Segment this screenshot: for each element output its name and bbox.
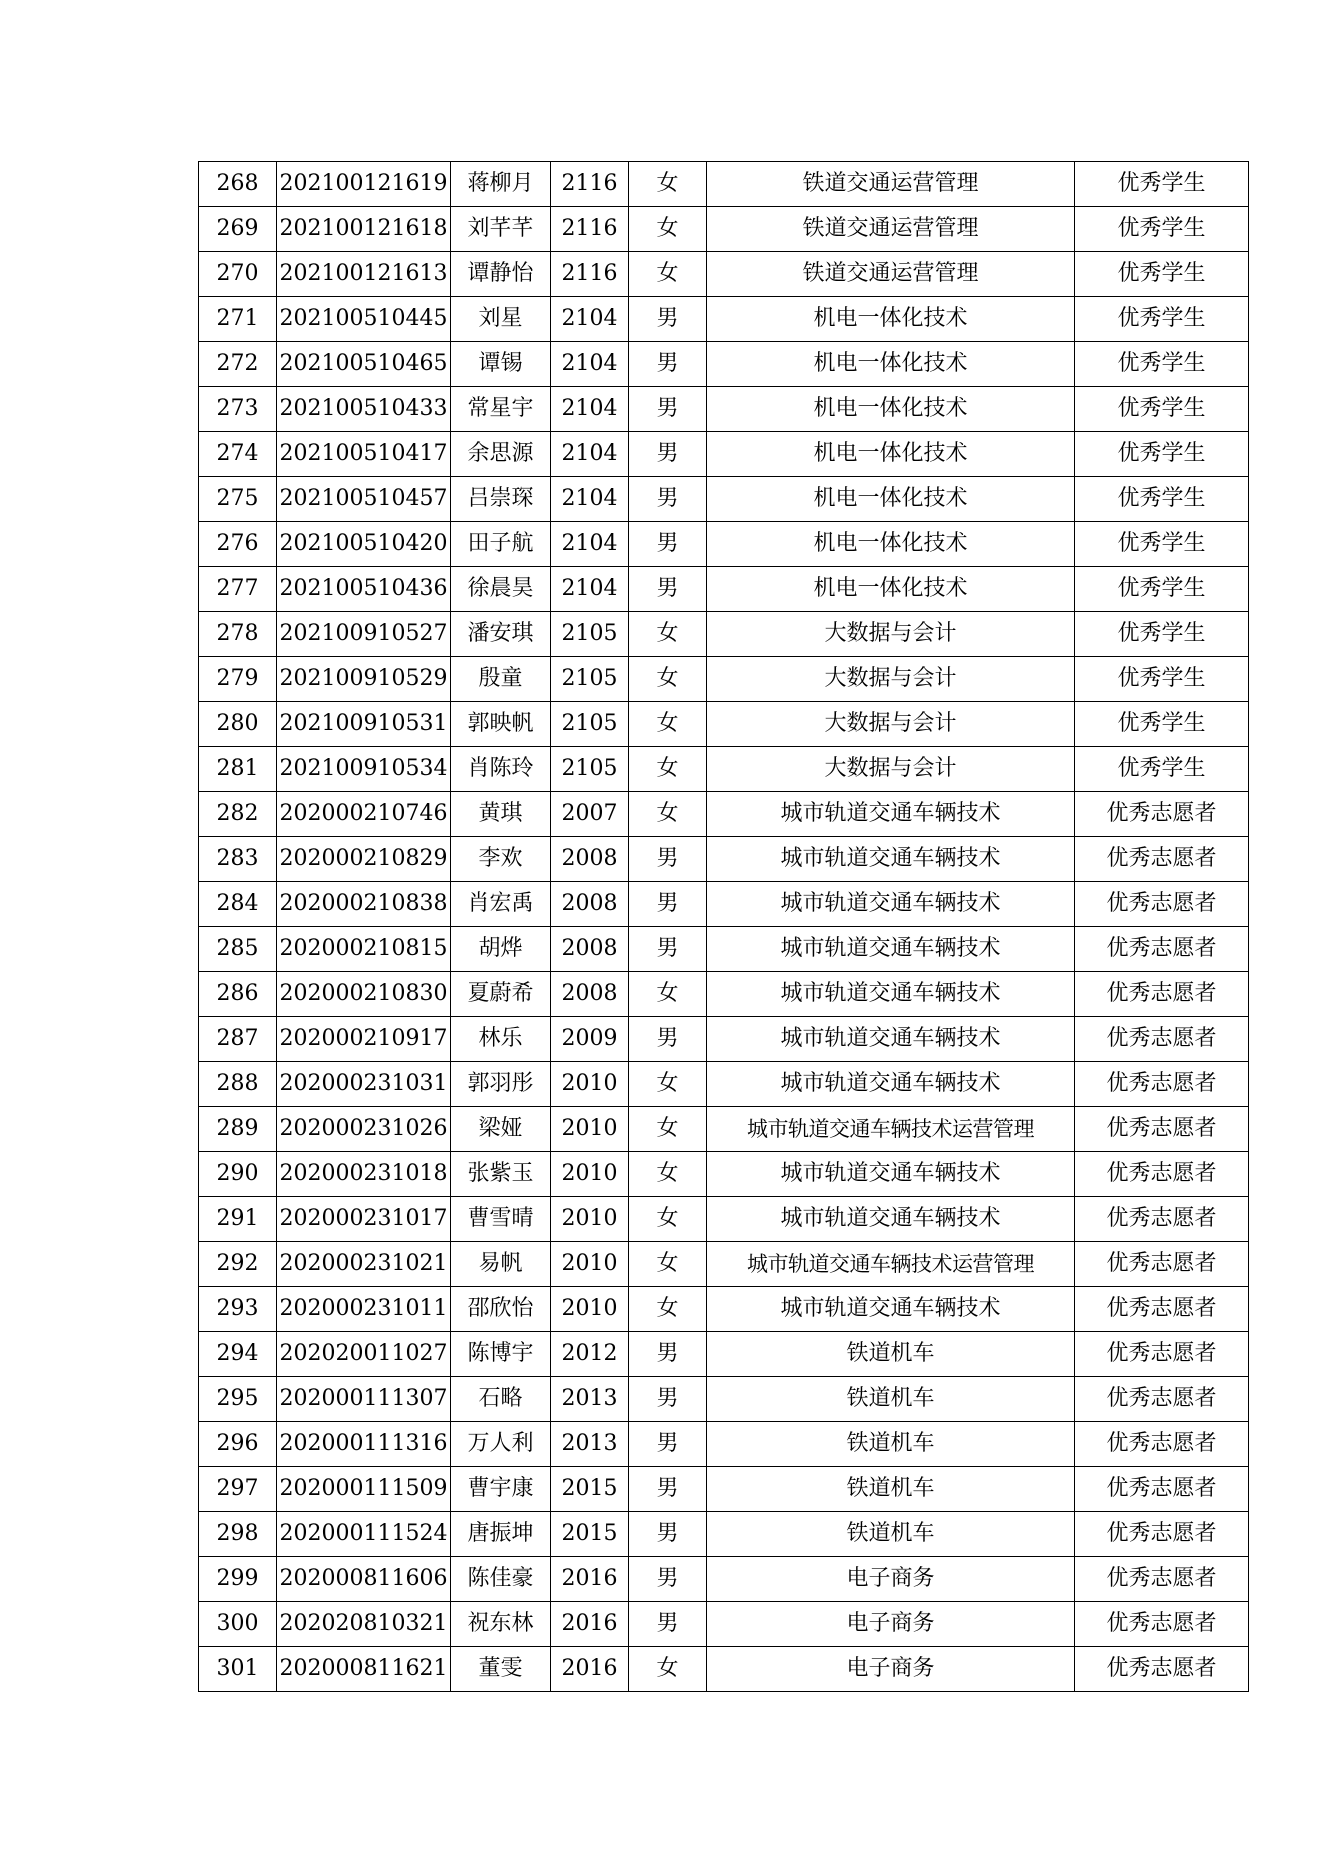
award-cell: 优秀志愿者 xyxy=(1075,1062,1249,1107)
student-name-cell: 陈佳豪 xyxy=(451,1557,551,1602)
row-number-cell: 301 xyxy=(199,1647,277,1692)
student-id-cell: 202000111524 xyxy=(277,1512,451,1557)
student-name-cell: 余思源 xyxy=(451,432,551,477)
student-id-cell: 202000811621 xyxy=(277,1647,451,1692)
class-number-cell: 2116 xyxy=(551,252,629,297)
major-cell: 机电一体化技术 xyxy=(707,567,1075,612)
student-id-cell: 202000210815 xyxy=(277,927,451,972)
table-row xyxy=(199,567,1249,612)
row-number-cell: 269 xyxy=(199,207,277,252)
major-cell: 铁道交通运营管理 xyxy=(707,207,1075,252)
student-name-cell: 邵欣怡 xyxy=(451,1287,551,1332)
table-row xyxy=(199,702,1249,747)
student-id-cell: 202100121613 xyxy=(277,252,451,297)
major-cell: 机电一体化技术 xyxy=(707,477,1075,522)
row-number-cell: 282 xyxy=(199,792,277,837)
class-number-cell: 2010 xyxy=(551,1152,629,1197)
class-number-cell: 2116 xyxy=(551,162,629,207)
row-number-cell: 275 xyxy=(199,477,277,522)
row-number-cell: 278 xyxy=(199,612,277,657)
award-cell: 优秀学生 xyxy=(1075,657,1249,702)
class-number-cell: 2016 xyxy=(551,1557,629,1602)
gender-cell: 女 xyxy=(629,1107,707,1152)
major-cell: 城市轨道交通车辆技术 xyxy=(707,1017,1075,1062)
gender-cell: 男 xyxy=(629,1422,707,1467)
class-number-cell: 2008 xyxy=(551,927,629,972)
award-cell: 优秀志愿者 xyxy=(1075,1152,1249,1197)
major-cell: 大数据与会计 xyxy=(707,657,1075,702)
table-row xyxy=(199,972,1249,1017)
student-id-cell: 202100510465 xyxy=(277,342,451,387)
class-number-cell: 2104 xyxy=(551,297,629,342)
student-name-cell: 李欢 xyxy=(451,837,551,882)
row-number-cell: 272 xyxy=(199,342,277,387)
major-cell: 机电一体化技术 xyxy=(707,297,1075,342)
student-name-cell: 肖宏禹 xyxy=(451,882,551,927)
student-id-cell: 202100510436 xyxy=(277,567,451,612)
gender-cell: 女 xyxy=(629,252,707,297)
student-name-cell: 夏蔚希 xyxy=(451,972,551,1017)
student-name-cell: 董雯 xyxy=(451,1647,551,1692)
major-cell: 铁道机车 xyxy=(707,1332,1075,1377)
class-number-cell: 2016 xyxy=(551,1602,629,1647)
student-id-cell: 202100910531 xyxy=(277,702,451,747)
major-cell: 城市轨道交通车辆技术 xyxy=(707,837,1075,882)
student-id-cell: 202000231031 xyxy=(277,1062,451,1107)
table-row xyxy=(199,522,1249,567)
award-cell: 优秀志愿者 xyxy=(1075,882,1249,927)
student-name-cell: 易帆 xyxy=(451,1242,551,1287)
award-cell: 优秀志愿者 xyxy=(1075,1332,1249,1377)
row-number-cell: 285 xyxy=(199,927,277,972)
student-name-cell: 曹宇康 xyxy=(451,1467,551,1512)
award-cell: 优秀志愿者 xyxy=(1075,1467,1249,1512)
major-cell: 机电一体化技术 xyxy=(707,387,1075,432)
student-id-cell: 202000231011 xyxy=(277,1287,451,1332)
class-number-cell: 2104 xyxy=(551,567,629,612)
student-id-cell: 202000231021 xyxy=(277,1242,451,1287)
student-id-cell: 202100121619 xyxy=(277,162,451,207)
table-row xyxy=(199,1332,1249,1377)
student-name-cell: 潘安琪 xyxy=(451,612,551,657)
award-cell: 优秀志愿者 xyxy=(1075,972,1249,1017)
class-number-cell: 2008 xyxy=(551,837,629,882)
student-id-cell: 202000111316 xyxy=(277,1422,451,1467)
class-number-cell: 2016 xyxy=(551,1647,629,1692)
student-id-cell: 202100910529 xyxy=(277,657,451,702)
award-cell: 优秀志愿者 xyxy=(1075,1512,1249,1557)
student-name-cell: 万人利 xyxy=(451,1422,551,1467)
table-row xyxy=(199,1107,1249,1152)
table-row xyxy=(199,792,1249,837)
award-cell: 优秀学生 xyxy=(1075,207,1249,252)
row-number-cell: 280 xyxy=(199,702,277,747)
gender-cell: 男 xyxy=(629,297,707,342)
student-name-cell: 殷童 xyxy=(451,657,551,702)
row-number-cell: 292 xyxy=(199,1242,277,1287)
row-number-cell: 298 xyxy=(199,1512,277,1557)
row-number-cell: 300 xyxy=(199,1602,277,1647)
gender-cell: 女 xyxy=(629,747,707,792)
award-cell: 优秀志愿者 xyxy=(1075,927,1249,972)
award-cell: 优秀志愿者 xyxy=(1075,1647,1249,1692)
major-cell: 铁道机车 xyxy=(707,1467,1075,1512)
award-cell: 优秀志愿者 xyxy=(1075,1422,1249,1467)
class-number-cell: 2007 xyxy=(551,792,629,837)
major-cell: 大数据与会计 xyxy=(707,612,1075,657)
award-cell: 优秀志愿者 xyxy=(1075,1557,1249,1602)
class-number-cell: 2009 xyxy=(551,1017,629,1062)
award-cell: 优秀学生 xyxy=(1075,387,1249,432)
gender-cell: 女 xyxy=(629,1287,707,1332)
gender-cell: 男 xyxy=(629,387,707,432)
table-row xyxy=(199,297,1249,342)
row-number-cell: 274 xyxy=(199,432,277,477)
gender-cell: 男 xyxy=(629,1332,707,1377)
student-id-cell: 202100910534 xyxy=(277,747,451,792)
class-number-cell: 2015 xyxy=(551,1512,629,1557)
table-row xyxy=(199,252,1249,297)
table-row xyxy=(199,387,1249,432)
table-row xyxy=(199,207,1249,252)
student-name-cell: 郭映帆 xyxy=(451,702,551,747)
award-cell: 优秀学生 xyxy=(1075,162,1249,207)
class-number-cell: 2010 xyxy=(551,1287,629,1332)
row-number-cell: 286 xyxy=(199,972,277,1017)
student-id-cell: 202100121618 xyxy=(277,207,451,252)
award-cell: 优秀学生 xyxy=(1075,342,1249,387)
student-id-cell: 202020810321 xyxy=(277,1602,451,1647)
class-number-cell: 2105 xyxy=(551,612,629,657)
row-number-cell: 290 xyxy=(199,1152,277,1197)
gender-cell: 女 xyxy=(629,657,707,702)
major-cell: 机电一体化技术 xyxy=(707,342,1075,387)
student-name-cell: 常星宇 xyxy=(451,387,551,432)
major-cell: 铁道交通运营管理 xyxy=(707,162,1075,207)
class-number-cell: 2008 xyxy=(551,972,629,1017)
major-cell: 城市轨道交通车辆技术 xyxy=(707,1287,1075,1332)
award-cell: 优秀志愿者 xyxy=(1075,837,1249,882)
gender-cell: 女 xyxy=(629,702,707,747)
major-cell: 电子商务 xyxy=(707,1557,1075,1602)
table-row xyxy=(199,657,1249,702)
award-cell: 优秀学生 xyxy=(1075,432,1249,477)
award-cell: 优秀志愿者 xyxy=(1075,792,1249,837)
gender-cell: 男 xyxy=(629,1602,707,1647)
gender-cell: 女 xyxy=(629,1647,707,1692)
class-number-cell: 2105 xyxy=(551,702,629,747)
class-number-cell: 2116 xyxy=(551,207,629,252)
student-name-cell: 刘芊芊 xyxy=(451,207,551,252)
award-cell: 优秀志愿者 xyxy=(1075,1287,1249,1332)
student-name-cell: 祝东林 xyxy=(451,1602,551,1647)
table-row xyxy=(199,1152,1249,1197)
roster-body xyxy=(199,162,1249,1692)
student-name-cell: 曹雪晴 xyxy=(451,1197,551,1242)
row-number-cell: 279 xyxy=(199,657,277,702)
class-number-cell: 2010 xyxy=(551,1197,629,1242)
major-cell: 机电一体化技术 xyxy=(707,522,1075,567)
class-number-cell: 2013 xyxy=(551,1377,629,1422)
student-name-cell: 陈博宇 xyxy=(451,1332,551,1377)
table-row xyxy=(199,1647,1249,1692)
table-row xyxy=(199,1377,1249,1422)
gender-cell: 女 xyxy=(629,1197,707,1242)
student-name-cell: 田子航 xyxy=(451,522,551,567)
student-id-cell: 202100510417 xyxy=(277,432,451,477)
student-id-cell: 202100510433 xyxy=(277,387,451,432)
award-cell: 优秀志愿者 xyxy=(1075,1377,1249,1422)
class-number-cell: 2013 xyxy=(551,1422,629,1467)
major-cell: 城市轨道交通车辆技术 xyxy=(707,792,1075,837)
award-cell: 优秀学生 xyxy=(1075,747,1249,792)
major-cell: 城市轨道交通车辆技术 xyxy=(707,1152,1075,1197)
class-number-cell: 2104 xyxy=(551,477,629,522)
major-cell: 城市轨道交通车辆技术 xyxy=(707,882,1075,927)
class-number-cell: 2105 xyxy=(551,747,629,792)
student-name-cell: 林乐 xyxy=(451,1017,551,1062)
class-number-cell: 2104 xyxy=(551,342,629,387)
row-number-cell: 289 xyxy=(199,1107,277,1152)
row-number-cell: 276 xyxy=(199,522,277,567)
row-number-cell: 268 xyxy=(199,162,277,207)
major-cell: 机电一体化技术 xyxy=(707,432,1075,477)
major-cell: 铁道机车 xyxy=(707,1422,1075,1467)
gender-cell: 男 xyxy=(629,522,707,567)
row-number-cell: 277 xyxy=(199,567,277,612)
student-name-cell: 郭羽彤 xyxy=(451,1062,551,1107)
row-number-cell: 271 xyxy=(199,297,277,342)
gender-cell: 男 xyxy=(629,882,707,927)
row-number-cell: 288 xyxy=(199,1062,277,1107)
major-cell: 电子商务 xyxy=(707,1602,1075,1647)
table-row xyxy=(199,1467,1249,1512)
table-row xyxy=(199,927,1249,972)
award-cell: 优秀志愿者 xyxy=(1075,1602,1249,1647)
student-name-cell: 谭静怡 xyxy=(451,252,551,297)
student-name-cell: 徐晨昊 xyxy=(451,567,551,612)
major-cell: 城市轨道交通车辆技术 xyxy=(707,927,1075,972)
student-id-cell: 202000811606 xyxy=(277,1557,451,1602)
class-number-cell: 2010 xyxy=(551,1062,629,1107)
student-name-cell: 梁娅 xyxy=(451,1107,551,1152)
student-id-cell: 202000111509 xyxy=(277,1467,451,1512)
award-cell: 优秀学生 xyxy=(1075,522,1249,567)
row-number-cell: 294 xyxy=(199,1332,277,1377)
student-id-cell: 202100510420 xyxy=(277,522,451,567)
student-id-cell: 202000111307 xyxy=(277,1377,451,1422)
award-cell: 优秀学生 xyxy=(1075,252,1249,297)
student-name-cell: 谭锡 xyxy=(451,342,551,387)
gender-cell: 男 xyxy=(629,477,707,522)
student-id-cell: 202000210830 xyxy=(277,972,451,1017)
gender-cell: 女 xyxy=(629,972,707,1017)
table-row xyxy=(199,747,1249,792)
row-number-cell: 295 xyxy=(199,1377,277,1422)
student-name-cell: 唐振坤 xyxy=(451,1512,551,1557)
award-roster-table xyxy=(198,161,1249,1692)
table-row xyxy=(199,162,1249,207)
award-cell: 优秀志愿者 xyxy=(1075,1017,1249,1062)
table-row xyxy=(199,882,1249,927)
award-cell: 优秀学生 xyxy=(1075,297,1249,342)
gender-cell: 男 xyxy=(629,927,707,972)
student-id-cell: 202000231026 xyxy=(277,1107,451,1152)
class-number-cell: 2104 xyxy=(551,432,629,477)
table-row xyxy=(199,1557,1249,1602)
student-id-cell: 202000210829 xyxy=(277,837,451,882)
student-id-cell: 202000210838 xyxy=(277,882,451,927)
major-cell: 大数据与会计 xyxy=(707,702,1075,747)
student-name-cell: 黄琪 xyxy=(451,792,551,837)
major-cell: 城市轨道交通车辆技术 xyxy=(707,972,1075,1017)
table-row xyxy=(199,1062,1249,1107)
gender-cell: 女 xyxy=(629,792,707,837)
row-number-cell: 297 xyxy=(199,1467,277,1512)
table-row xyxy=(199,477,1249,522)
major-cell: 铁道机车 xyxy=(707,1512,1075,1557)
table-row xyxy=(199,1287,1249,1332)
award-cell: 优秀志愿者 xyxy=(1075,1107,1249,1152)
award-cell: 优秀学生 xyxy=(1075,702,1249,747)
student-name-cell: 肖陈玲 xyxy=(451,747,551,792)
class-number-cell: 2012 xyxy=(551,1332,629,1377)
student-name-cell: 张紫玉 xyxy=(451,1152,551,1197)
gender-cell: 男 xyxy=(629,1017,707,1062)
student-name-cell: 吕崇琛 xyxy=(451,477,551,522)
class-number-cell: 2015 xyxy=(551,1467,629,1512)
student-id-cell: 202000231017 xyxy=(277,1197,451,1242)
class-number-cell: 2008 xyxy=(551,882,629,927)
major-cell: 电子商务 xyxy=(707,1647,1075,1692)
major-cell: 铁道交通运营管理 xyxy=(707,252,1075,297)
gender-cell: 女 xyxy=(629,207,707,252)
table-row xyxy=(199,342,1249,387)
class-number-cell: 2104 xyxy=(551,387,629,432)
gender-cell: 男 xyxy=(629,1557,707,1602)
award-cell: 优秀学生 xyxy=(1075,612,1249,657)
student-id-cell: 202100510457 xyxy=(277,477,451,522)
row-number-cell: 270 xyxy=(199,252,277,297)
award-cell: 优秀志愿者 xyxy=(1075,1197,1249,1242)
row-number-cell: 284 xyxy=(199,882,277,927)
major-cell: 大数据与会计 xyxy=(707,747,1075,792)
row-number-cell: 283 xyxy=(199,837,277,882)
row-number-cell: 281 xyxy=(199,747,277,792)
student-id-cell: 202000210746 xyxy=(277,792,451,837)
major-cell: 城市轨道交通车辆技术 xyxy=(707,1062,1075,1107)
student-id-cell: 202100510445 xyxy=(277,297,451,342)
gender-cell: 男 xyxy=(629,1512,707,1557)
student-id-cell: 202000210917 xyxy=(277,1017,451,1062)
major-cell: 城市轨道交通车辆技术运营管理 xyxy=(707,1242,1075,1287)
gender-cell: 男 xyxy=(629,837,707,882)
gender-cell: 男 xyxy=(629,1467,707,1512)
gender-cell: 男 xyxy=(629,432,707,477)
gender-cell: 女 xyxy=(629,162,707,207)
table-row xyxy=(199,1017,1249,1062)
student-name-cell: 石略 xyxy=(451,1377,551,1422)
major-cell: 城市轨道交通车辆技术运营管理 xyxy=(707,1107,1075,1152)
student-name-cell: 蒋柳月 xyxy=(451,162,551,207)
student-id-cell: 202000231018 xyxy=(277,1152,451,1197)
student-name-cell: 胡烨 xyxy=(451,927,551,972)
table-row xyxy=(199,432,1249,477)
class-number-cell: 2010 xyxy=(551,1107,629,1152)
gender-cell: 女 xyxy=(629,1242,707,1287)
row-number-cell: 291 xyxy=(199,1197,277,1242)
table-row xyxy=(199,1422,1249,1467)
student-id-cell: 202020011027 xyxy=(277,1332,451,1377)
table-row xyxy=(199,612,1249,657)
gender-cell: 男 xyxy=(629,1377,707,1422)
table-row xyxy=(199,837,1249,882)
student-id-cell: 202100910527 xyxy=(277,612,451,657)
gender-cell: 男 xyxy=(629,342,707,387)
award-cell: 优秀学生 xyxy=(1075,567,1249,612)
gender-cell: 男 xyxy=(629,567,707,612)
class-number-cell: 2104 xyxy=(551,522,629,567)
class-number-cell: 2105 xyxy=(551,657,629,702)
table-row xyxy=(199,1512,1249,1557)
gender-cell: 女 xyxy=(629,612,707,657)
row-number-cell: 273 xyxy=(199,387,277,432)
table-row xyxy=(199,1197,1249,1242)
gender-cell: 女 xyxy=(629,1152,707,1197)
row-number-cell: 287 xyxy=(199,1017,277,1062)
student-name-cell: 刘星 xyxy=(451,297,551,342)
class-number-cell: 2010 xyxy=(551,1242,629,1287)
gender-cell: 女 xyxy=(629,1062,707,1107)
row-number-cell: 299 xyxy=(199,1557,277,1602)
row-number-cell: 296 xyxy=(199,1422,277,1467)
award-cell: 优秀学生 xyxy=(1075,477,1249,522)
award-cell: 优秀志愿者 xyxy=(1075,1242,1249,1287)
table-row xyxy=(199,1242,1249,1287)
row-number-cell: 293 xyxy=(199,1287,277,1332)
major-cell: 城市轨道交通车辆技术 xyxy=(707,1197,1075,1242)
major-cell: 铁道机车 xyxy=(707,1377,1075,1422)
table-row xyxy=(199,1602,1249,1647)
